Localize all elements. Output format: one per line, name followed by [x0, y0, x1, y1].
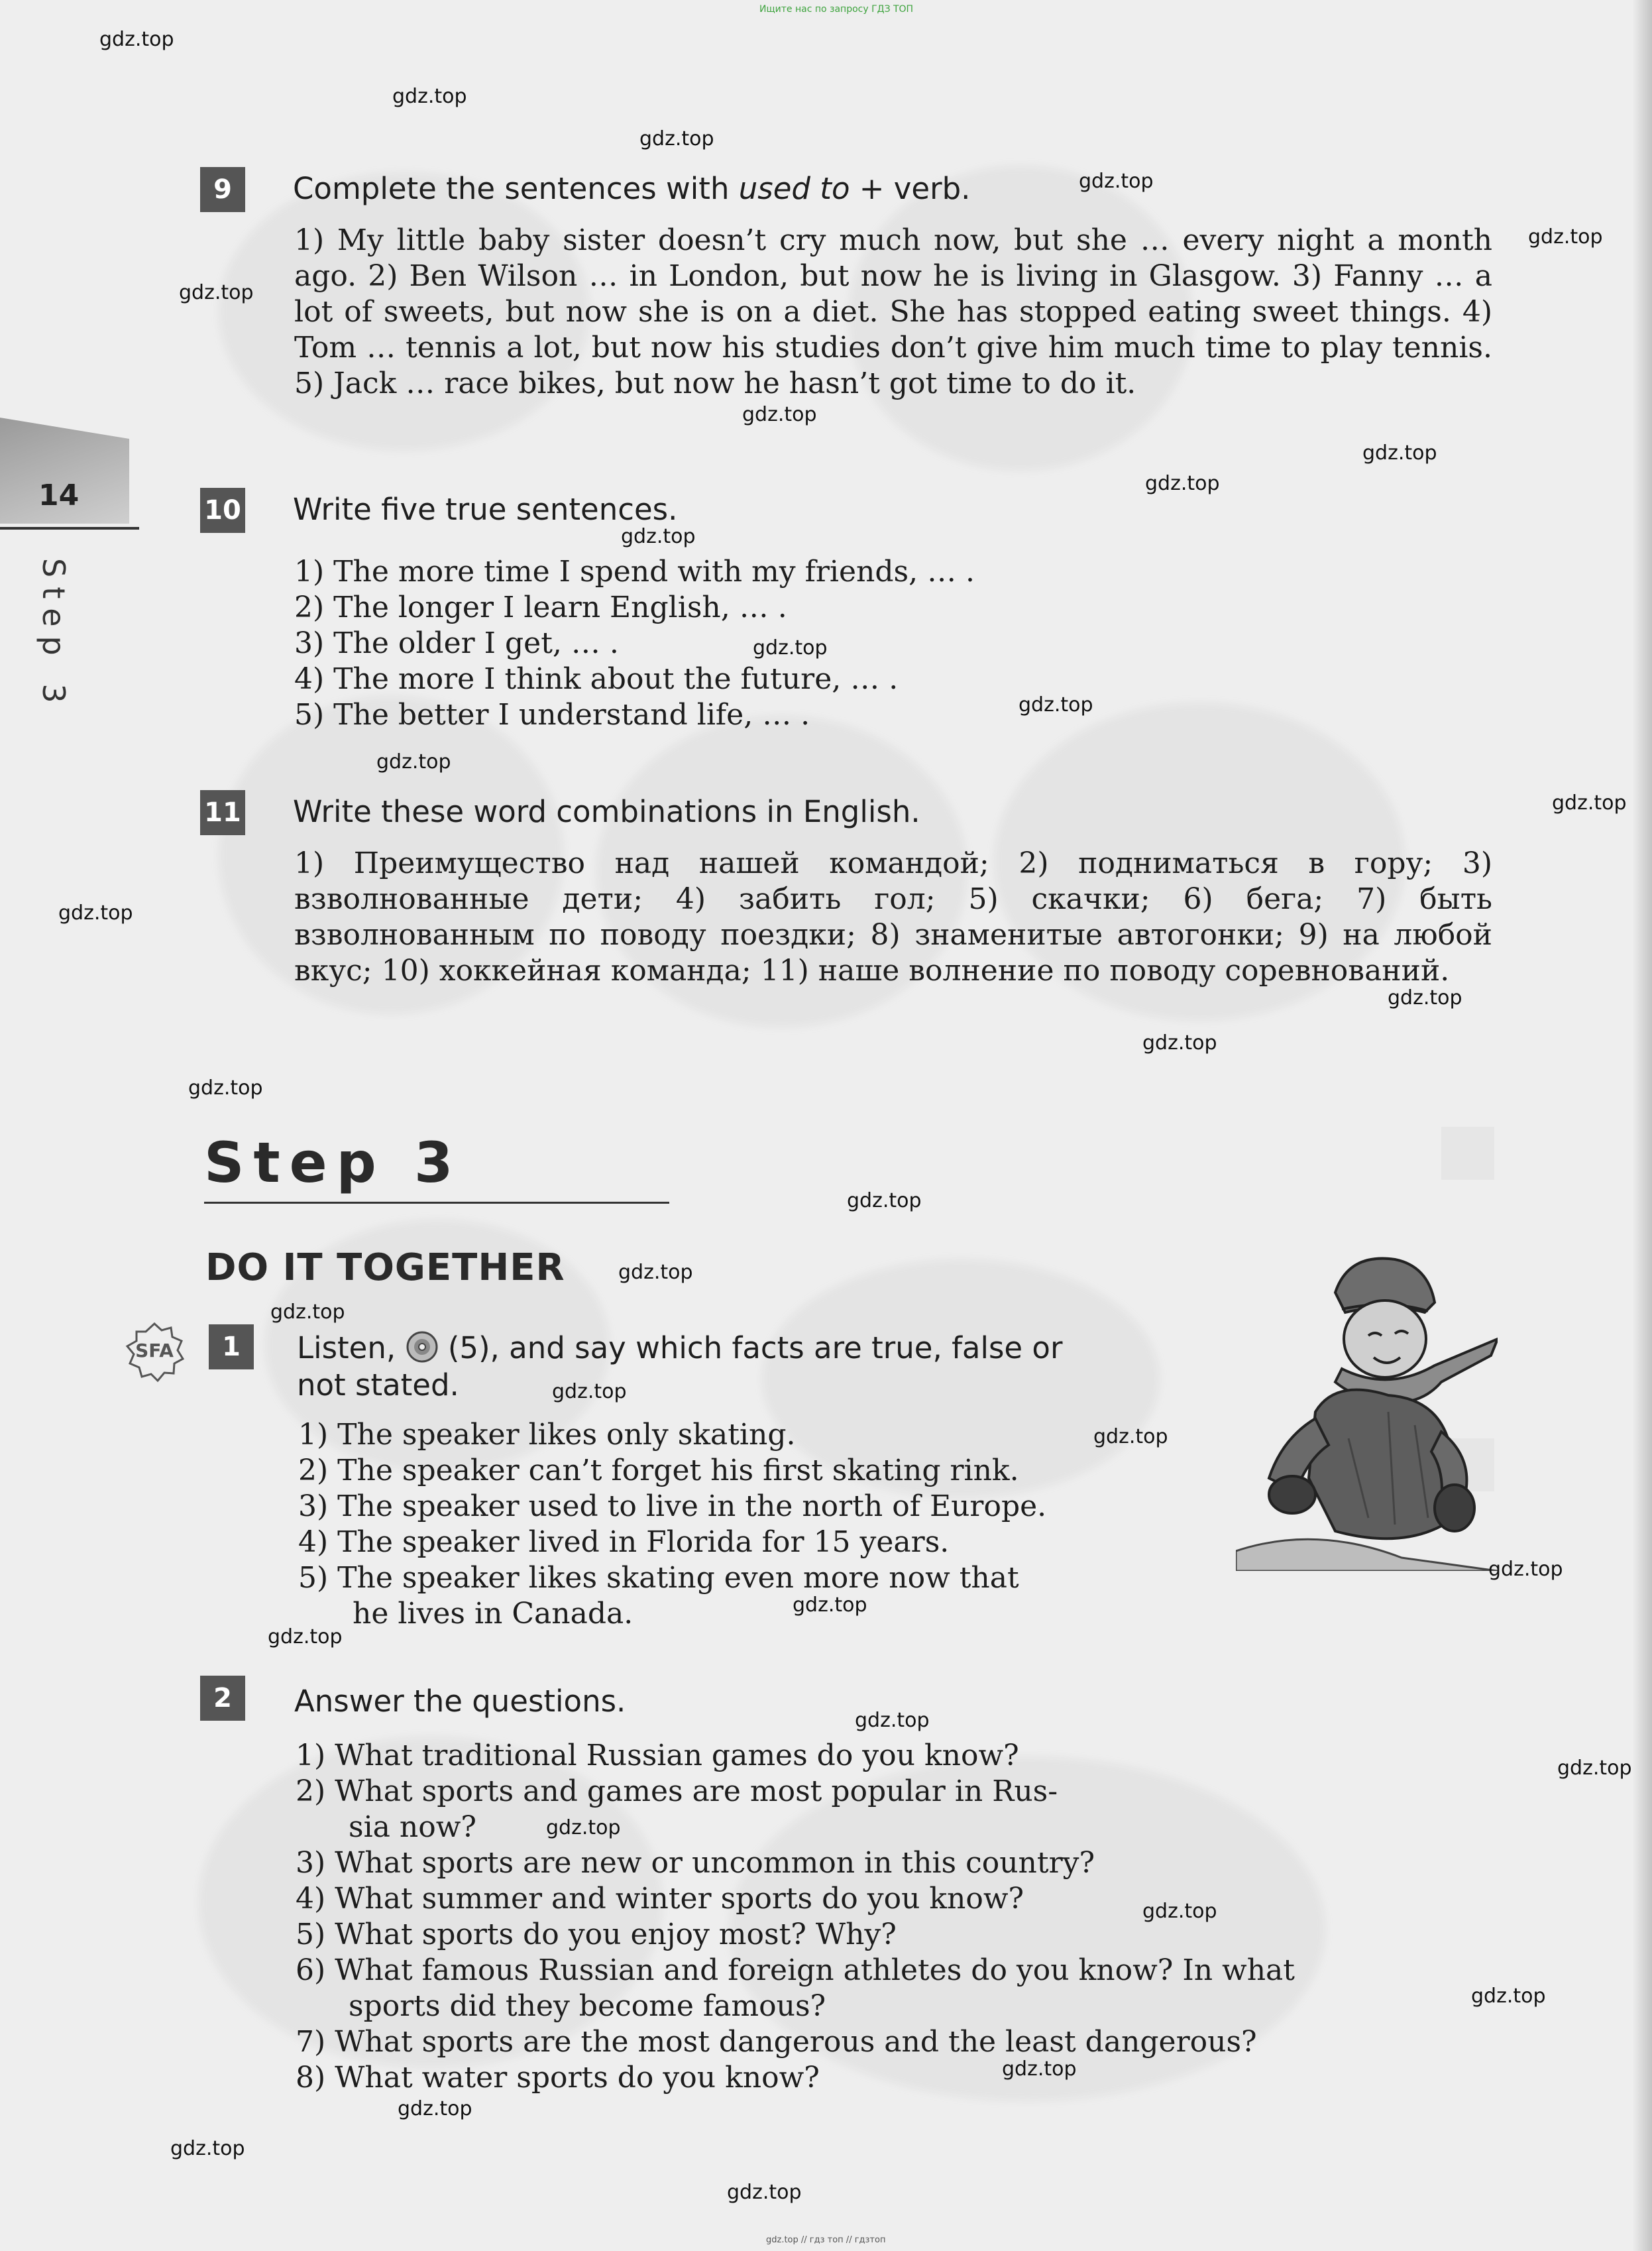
- list-item: 1) What traditional Russian games do you know?: [296, 1739, 1019, 1772]
- list-item: 5) What sports do you enjoy most? Why?: [296, 1918, 897, 1951]
- watermark: gdz.top: [855, 1709, 930, 1732]
- watermark: gdz.top: [376, 750, 451, 774]
- sfa-badge-text: SFA: [135, 1340, 174, 1361]
- exercise-1-number: 1: [209, 1324, 254, 1369]
- exercise-1-list: [298, 1417, 1046, 1632]
- step-heading-rule: [204, 1202, 669, 1204]
- watermark: gdz.top: [1557, 1757, 1632, 1780]
- exercise-11-number: 11: [200, 790, 245, 835]
- exercise-2-instruction: Answer the questions.: [294, 1684, 626, 1719]
- list-item: 3) The older I get, … .: [294, 626, 619, 660]
- watermark: gdz.top: [99, 28, 174, 51]
- step-heading: Step 3: [204, 1130, 463, 1195]
- watermark: gdz.top: [1362, 441, 1437, 465]
- watermark: gdz.top: [1528, 225, 1603, 249]
- list-item: 1) The more time I spend with my friends, … .: [294, 555, 975, 589]
- watermark: gdz.top: [270, 1300, 345, 1324]
- instruction-emphasis: used to: [738, 171, 850, 206]
- section-heading: DO IT TOGETHER: [205, 1246, 565, 1289]
- list-item: 1) The speaker likes only skating.: [298, 1418, 796, 1452]
- list-item: 4) The more I think about the future, … .: [294, 662, 899, 696]
- list-item: he lives in Canada.: [353, 1597, 633, 1631]
- list-item: 2) The speaker can’t forget his first skating rink.: [298, 1454, 1019, 1487]
- watermark: gdz.top: [1079, 170, 1154, 193]
- exercise-9-instruction: [293, 171, 970, 206]
- list-item: 8) What water sports do you know?: [296, 2061, 820, 2095]
- watermark: gdz.top: [1142, 1031, 1217, 1055]
- watermark: gdz.top: [398, 2097, 472, 2120]
- exercise-9-text: 1) My little baby sister doesn’t cry much now, but she … every night a month ago. 2) Ben Wilson … in London, but now he is living in Glasgow. 3) Fanny … a lot of sweets, but now she is on a diet. She has stopped eating sweet things. 4) Tom … tennis a lot, but now his studies don’t give him much time to play tennis. 5) Jack … race bikes, but now he hasn’t got time to do it.: [294, 223, 1492, 400]
- watermark: gdz.top: [179, 281, 254, 304]
- watermark: gdz.top: [546, 1816, 621, 1839]
- watermark: gdz.top: [1145, 472, 1220, 495]
- watermark: gdz.top: [1142, 1900, 1217, 1923]
- watermark: gdz.top: [1471, 1985, 1546, 2008]
- watermark: gdz.top: [1488, 1558, 1563, 1581]
- instruction-line: not stated.: [297, 1367, 459, 1403]
- watermark: gdz.top: [188, 1076, 263, 1100]
- bleed-through-strip: [1441, 1127, 1494, 1180]
- watermark: gdz.top: [552, 1380, 627, 1403]
- list-item: 7) What sports are the most dangerous and the least dangerous?: [296, 2025, 1257, 2059]
- exercise-10-list: [294, 554, 975, 733]
- watermark: gdz.top: [742, 403, 817, 426]
- list-item: 3) What sports are new or uncommon in this country?: [296, 1846, 1095, 1880]
- watermark: gdz.top: [727, 2181, 802, 2204]
- watermark: gdz.top: [1388, 986, 1462, 1010]
- watermark: gdz.top: [639, 127, 714, 150]
- watermark: gdz.top: [618, 1261, 693, 1284]
- watermark: gdz.top: [1019, 693, 1093, 717]
- instruction-text: Listen,: [297, 1330, 396, 1365]
- skater-illustration: [1236, 1240, 1498, 1571]
- instruction-line: [297, 1330, 1062, 1367]
- page-number-rule: [0, 527, 139, 530]
- page-number: 14: [38, 479, 80, 512]
- watermark: gdz.top: [847, 1189, 922, 1212]
- list-item: 2) The longer I learn English, … .: [294, 591, 787, 624]
- watermark: gdz.top: [793, 1593, 867, 1617]
- exercise-10-instruction: Write five true sentences.: [293, 492, 678, 527]
- watermark: gdz.top: [621, 525, 696, 548]
- list-item: 5) The better I understand life, … .: [294, 698, 810, 732]
- watermark: gdz.top: [753, 636, 828, 660]
- exercise-11-text: 1) Преимущество над нашей командой; 2) подниматься в гору; 3) взволнованные дети; 4) забить гол; 5) скачки; 6) бега; 7) быть взволнованным по поводу поездки; 8) знаменитые автогонки; 9) на любой вкус; 10) хоккейная команда; 11) наше волнение по поводу соревнований.: [294, 846, 1492, 988]
- list-item: 3) The speaker used to live in the north of Europe.: [298, 1489, 1047, 1523]
- list-item: 4) What summer and winter sports do you know?: [296, 1882, 1024, 1916]
- exercise-1-instruction: [297, 1330, 1062, 1404]
- exercise-11-instruction: Write these word combinations in English.: [293, 794, 920, 829]
- watermark: gdz.top: [268, 1625, 343, 1648]
- list-item: sports did they become famous?: [349, 1989, 826, 2023]
- instruction-text: + verb.: [850, 171, 971, 206]
- watermark: gdz.top: [1093, 1425, 1168, 1448]
- watermark: gdz.top: [1002, 2057, 1077, 2081]
- cd-audio-icon: [406, 1330, 439, 1363]
- header-note: Ищите нас по запросу ГДЗ ТОП: [759, 4, 914, 15]
- page-binding-shadow: [1632, 0, 1652, 2251]
- exercise-10-number: 10: [200, 488, 245, 533]
- watermark: gdz.top: [170, 2137, 245, 2160]
- watermark: gdz.top: [392, 85, 467, 108]
- instruction-text: (5), and say which facts are true, false or: [447, 1330, 1063, 1365]
- watermark: gdz.top: [58, 901, 133, 925]
- watermark: gdz.top: [1552, 791, 1627, 815]
- sfa-badge-icon: [125, 1322, 184, 1382]
- list-item: 2) What sports and games are most popular in Rus-: [296, 1774, 1058, 1808]
- footer-note: gdz.top // гдз топ // гдзтоп: [766, 2235, 886, 2245]
- list-item: 4) The speaker lived in Florida for 15 years.: [298, 1525, 950, 1559]
- list-item: sia now?: [349, 1810, 476, 1844]
- list-item: 5) The speaker likes skating even more now that: [298, 1561, 1019, 1595]
- list-item: 6) What famous Russian and foreign athletes do you know? In what: [296, 1953, 1295, 1987]
- instruction-text: Complete the sentences with: [293, 171, 739, 206]
- side-step-label: Step 3: [36, 558, 72, 713]
- exercise-9-number: 9: [200, 167, 245, 212]
- exercise-2-number: 2: [200, 1676, 245, 1721]
